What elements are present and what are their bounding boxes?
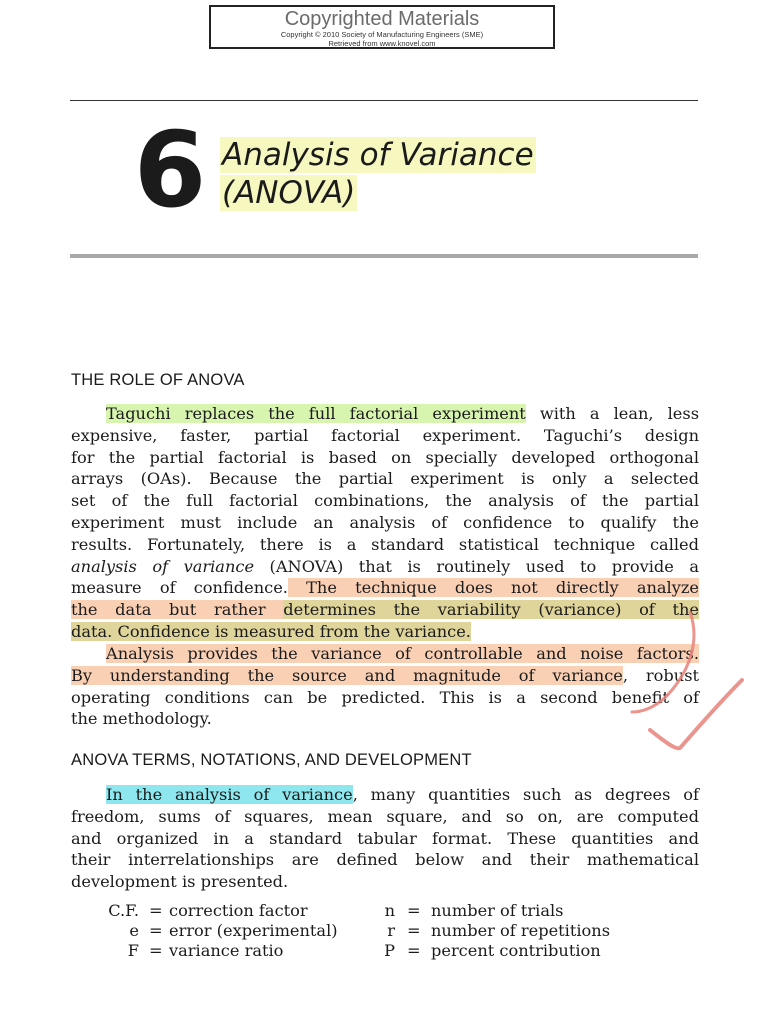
section-heading-anova-terms: ANOVA TERMS, NOTATIONS, AND DEVELOPMENT <box>71 751 472 769</box>
text-line <box>71 784 699 806</box>
text-line <box>71 643 699 665</box>
italic-term: analysis of variance <box>71 556 255 576</box>
top-rule <box>70 100 698 101</box>
bottom-rule <box>70 254 698 258</box>
text-line: for the partial factorial is based on specially developed orthogonal <box>71 447 699 467</box>
highlighted-text: The technique does not directly analyze <box>287 578 699 598</box>
equals-sign: = <box>407 941 421 960</box>
symbol: P <box>384 941 395 960</box>
text-line: arrays (OAs). Because the partial experiment is only a selected <box>71 469 699 489</box>
equals-sign: = <box>149 921 163 940</box>
definition: number of trials <box>431 901 564 920</box>
symbol: r <box>387 921 395 940</box>
stamp-title: Copyrighted Materials <box>284 8 480 30</box>
paragraph-terms <box>71 784 699 893</box>
highlighted-text: determines the variability (variance) of the <box>283 600 699 620</box>
stamp-retrieved-line: Retrieved from www.knovel.com <box>328 39 436 48</box>
highlighted-text: data. Confidence is measured from the variance. <box>71 621 471 641</box>
symbol: e <box>129 921 139 940</box>
definition: error (experimental) <box>169 921 338 940</box>
highlighted-text: By understanding the source and magnitude of variance <box>71 665 623 685</box>
equals-sign: = <box>407 901 421 920</box>
equals-sign: = <box>407 921 421 940</box>
highlighted-text: the data but rather <box>71 600 284 620</box>
text-line: freedom, sums of squares, mean square, and so on, are computed <box>71 806 699 826</box>
text-span: with a lean, less <box>525 404 700 423</box>
text-line <box>71 403 699 425</box>
highlighted-text: In the analysis of variance <box>106 785 353 804</box>
text-span: measure of confidence. <box>71 578 288 598</box>
text-line: expensive, faster, partial factorial experiment. Taguchi’s design <box>71 425 699 445</box>
text-line <box>71 577 699 599</box>
chapter-title-line2: (ANOVA) <box>222 175 356 211</box>
text-span: , robust <box>622 665 699 685</box>
symbol: n <box>384 901 395 920</box>
equals-sign: = <box>149 941 163 960</box>
symbol: F <box>127 941 139 960</box>
text-span: (ANOVA) that is routinely used to provide a <box>254 556 699 576</box>
chapter-title-line1: Analysis of Variance <box>222 137 534 173</box>
text-line <box>71 599 699 621</box>
text-line <box>71 665 699 687</box>
symbol: C.F. <box>108 901 139 920</box>
chapter-number: 6 <box>133 109 203 231</box>
text-line: results. Fortunately, there is a standard statistical technique called <box>71 534 699 554</box>
text-line <box>71 556 699 578</box>
paragraph-role-1 <box>71 403 699 643</box>
definition: correction factor <box>169 901 308 920</box>
text-line: the methodology. <box>71 709 212 729</box>
definitions-list <box>71 901 699 961</box>
highlighted-text: Taguchi replaces the full factorial experiment <box>106 404 526 423</box>
stamp-copyright-line: Copyright © 2010 Society of Manufacturing Engineers (SME) <box>280 30 484 39</box>
text-line: set of the full factorial combinations, the analysis of the partial <box>71 491 699 511</box>
definition-row <box>71 941 699 961</box>
definition: variance ratio <box>169 941 284 960</box>
highlighted-text: Analysis provides the variance of controllable and noise factors. <box>106 644 699 663</box>
text-line: their interrelationships are defined below and their mathematical <box>71 850 699 870</box>
text-line: operating conditions can be predicted. This is a second benefit of <box>71 687 699 707</box>
definition: percent contribution <box>431 941 601 960</box>
equals-sign: = <box>149 901 163 920</box>
definition-row <box>71 921 699 941</box>
paragraph-role-2 <box>71 643 699 730</box>
chapter-title <box>220 136 580 212</box>
text-span: , many quantities such as degrees of <box>352 785 699 804</box>
text-line: and organized in a standard tabular format. These quantities and <box>71 828 699 848</box>
definition-row <box>71 901 699 921</box>
text-line: development is presented. <box>71 872 289 892</box>
text-line <box>71 621 699 643</box>
text-line: experiment must include an analysis of confidence to qualify the <box>71 512 699 532</box>
definition: number of repetitions <box>431 921 611 940</box>
section-heading-role-of-anova: THE ROLE OF ANOVA <box>71 371 245 389</box>
copyright-stamp <box>209 5 555 49</box>
